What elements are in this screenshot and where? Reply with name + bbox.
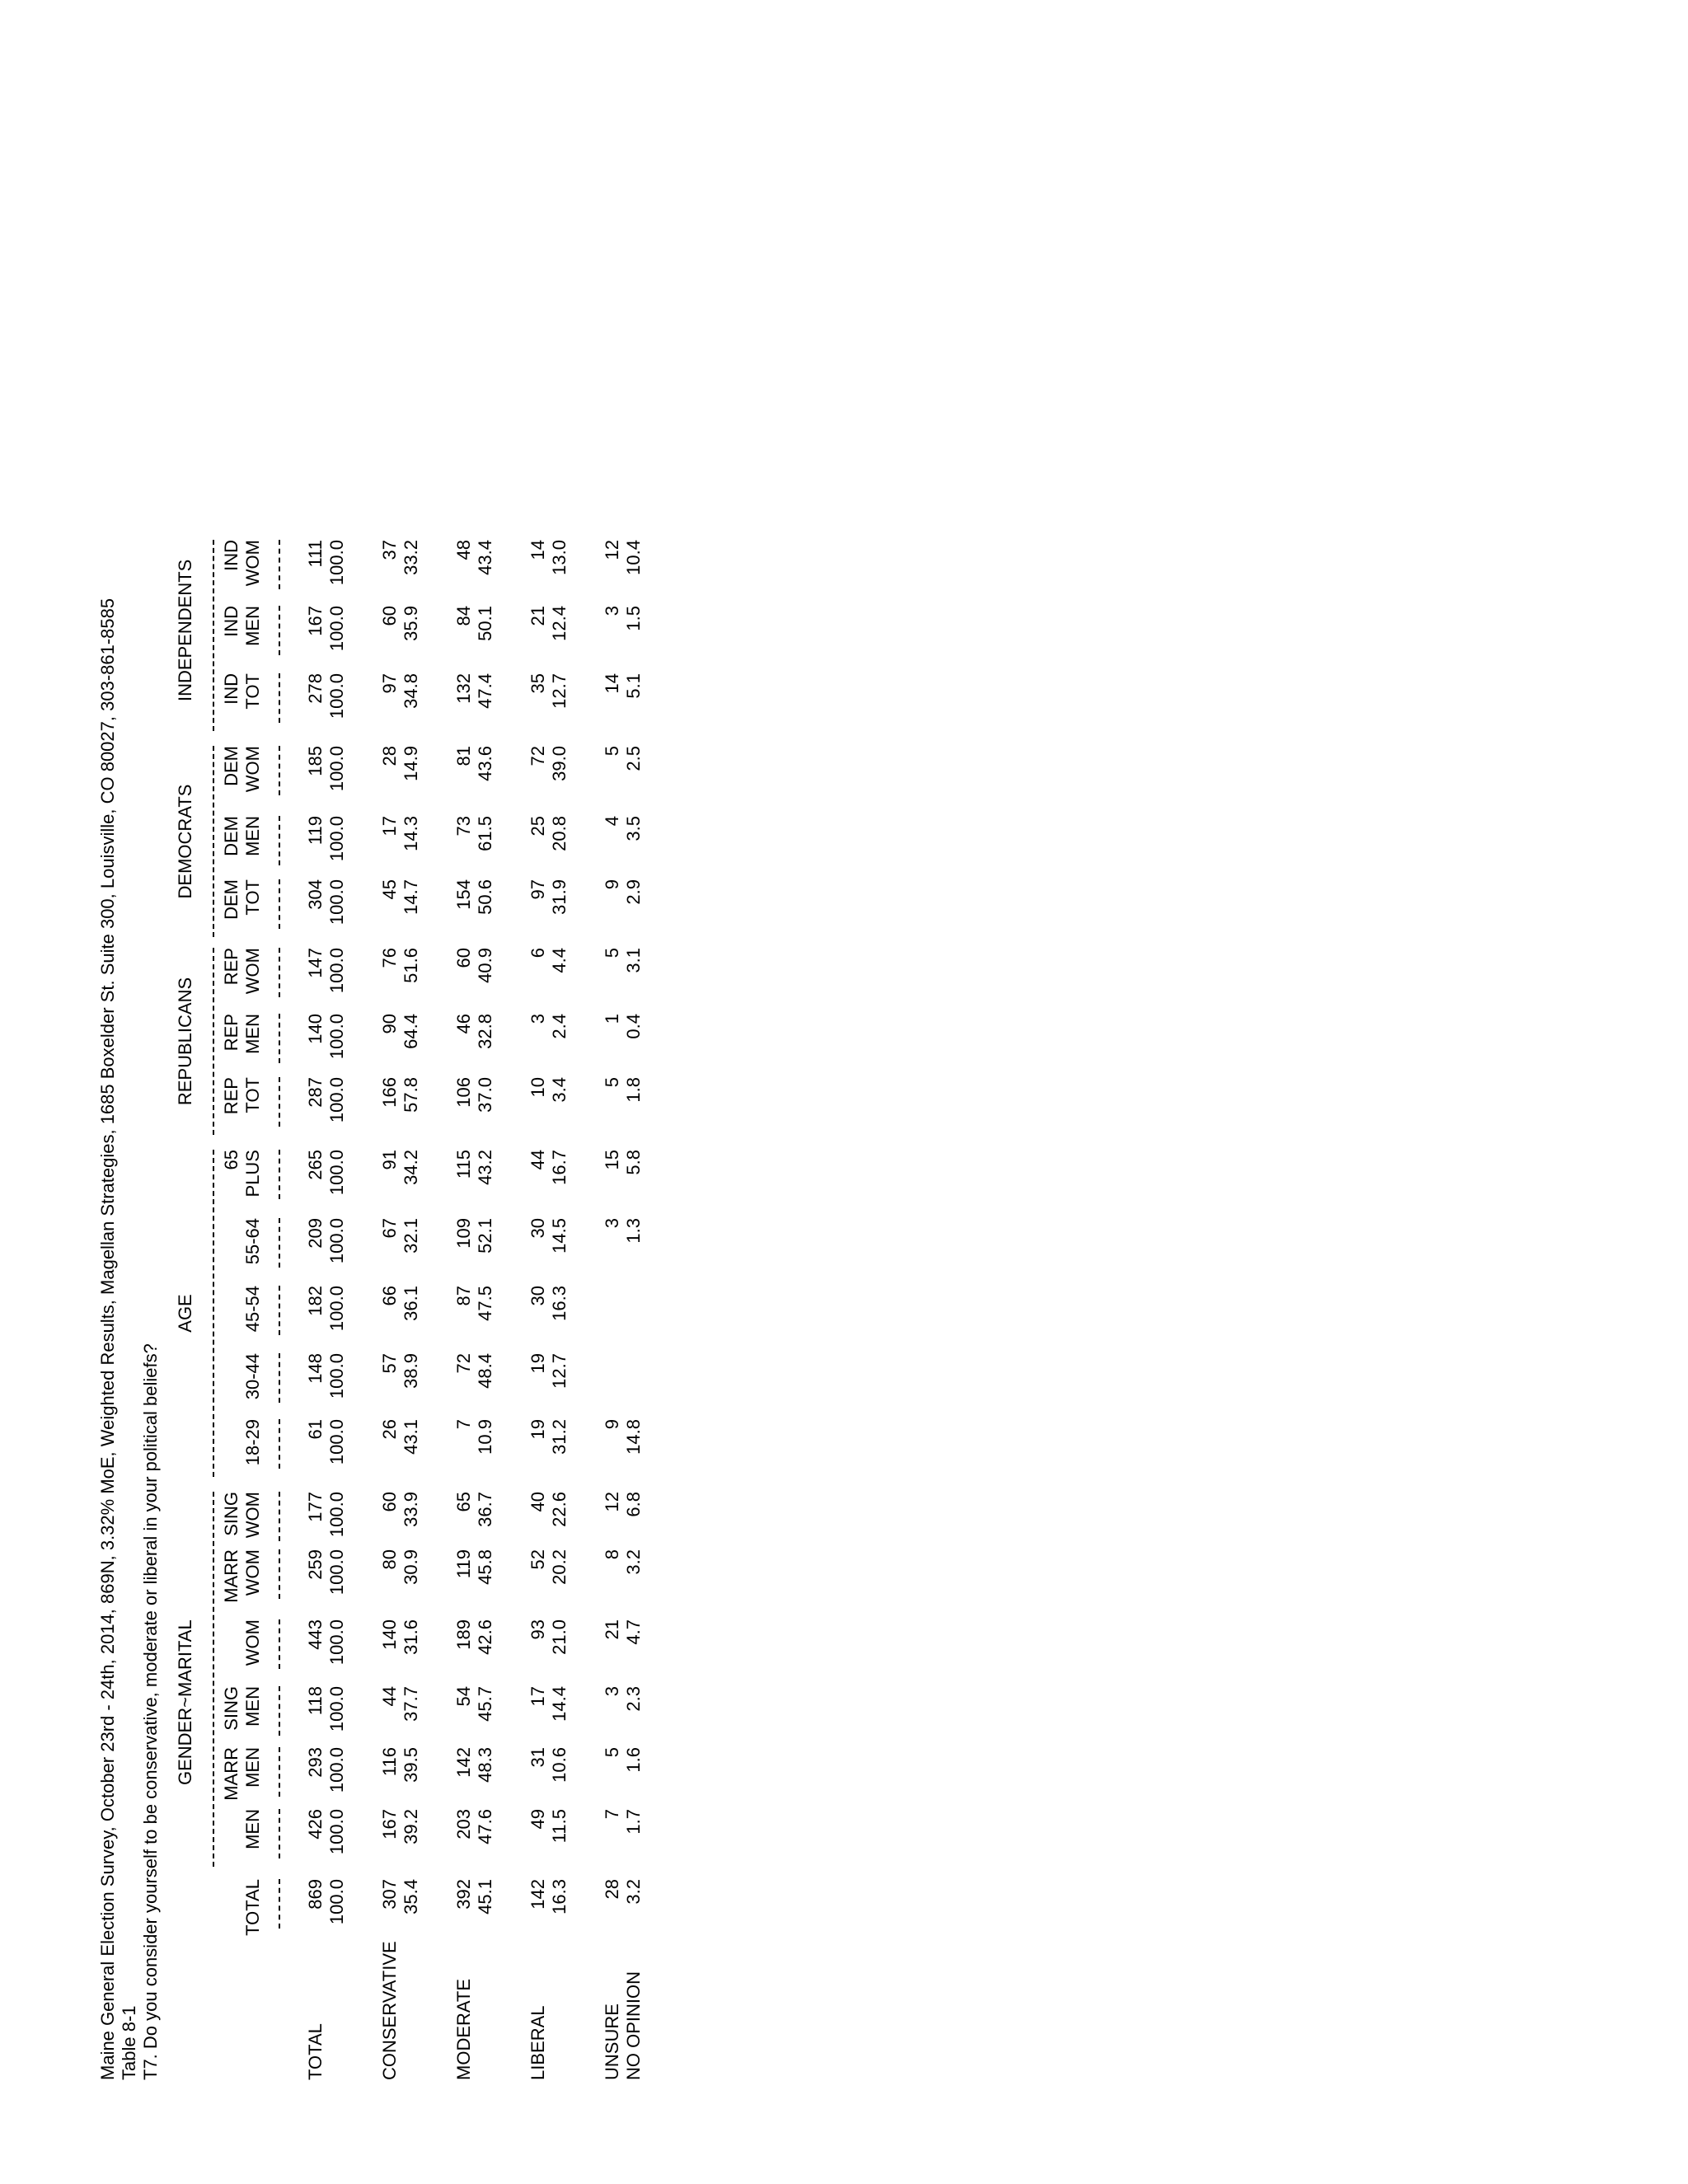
cell-count: 17	[379, 816, 400, 837]
column-header-rule	[279, 606, 280, 655]
cell-count: 19	[528, 1419, 548, 1440]
cell-percent: 47.5	[475, 1286, 495, 1321]
cell-count: 209	[305, 1218, 326, 1249]
cell-count: 91	[379, 1150, 400, 1170]
column-header-line2: 45-54	[242, 1286, 263, 1333]
cell-percent: 1.5	[623, 606, 644, 631]
cell-percent: 100.0	[326, 1747, 347, 1793]
cell-percent: 45.7	[475, 1686, 495, 1722]
column-header-line2: TOT	[242, 879, 263, 916]
cell-count: 90	[379, 1014, 400, 1034]
cell-count: 203	[453, 1809, 474, 1840]
column-header-line2: MEN	[242, 1686, 263, 1727]
cell-count: 106	[453, 1077, 474, 1108]
cell-count: 10	[528, 1077, 548, 1098]
cell-count: 115	[453, 1150, 474, 1179]
column-header-line2: PLUS	[242, 1150, 263, 1197]
cell-percent: 32.8	[475, 1014, 495, 1049]
cell-count: 73	[453, 816, 474, 837]
cell-percent: 3.4	[549, 1077, 570, 1103]
column-header-line2: WOM	[242, 540, 263, 587]
cell-percent: 43.1	[401, 1419, 421, 1455]
cell-percent: 34.2	[401, 1150, 421, 1185]
cell-count: 293	[305, 1747, 326, 1778]
cell-percent: 12.7	[549, 673, 570, 709]
cell-count: 35	[528, 673, 548, 694]
group-divider-line	[213, 1150, 214, 1477]
cell-count: 132	[453, 673, 474, 704]
cell-percent: 5.1	[623, 673, 644, 699]
cell-percent: 64.4	[401, 1014, 421, 1049]
cell-percent: 36.1	[401, 1286, 421, 1321]
column-header-line2: 55-64	[242, 1218, 263, 1265]
column-header-line1: IND	[221, 606, 241, 637]
cell-percent: 61.5	[475, 816, 495, 851]
cell-percent: 3.1	[623, 948, 644, 973]
table-number: Table 8-1	[119, 2005, 139, 2080]
cell-percent: 100.0	[326, 606, 347, 652]
cell-percent: 30.9	[401, 1549, 421, 1585]
cell-count: 12	[602, 1492, 622, 1512]
cell-count: 307	[379, 1879, 400, 1910]
cell-count: 189	[453, 1619, 474, 1650]
cell-percent: 43.6	[475, 746, 495, 781]
cell-percent: 2.9	[623, 879, 644, 905]
cell-percent: 100.0	[326, 1419, 347, 1465]
column-header-line1: REP	[221, 1077, 241, 1115]
cell-count: 6	[528, 948, 548, 958]
row-label: LIBERAL	[528, 2005, 548, 2080]
column-header-line2: WOM	[242, 1619, 263, 1666]
cell-count: 45	[379, 879, 400, 900]
cell-percent: 31.2	[549, 1419, 570, 1455]
cell-count: 259	[305, 1549, 326, 1580]
column-header-rule	[279, 948, 280, 997]
column-header-line2: WOM	[242, 746, 263, 793]
column-header-line1: REP	[221, 1014, 241, 1052]
cell-count: 14	[602, 673, 622, 694]
cell-count: 185	[305, 746, 326, 776]
cell-count: 118	[305, 1686, 326, 1716]
cell-count: 5	[602, 1747, 622, 1758]
cell-percent: 47.6	[475, 1809, 495, 1844]
cell-count: 392	[453, 1879, 474, 1910]
cell-percent: 21.0	[549, 1619, 570, 1655]
question-text: T7. Do you consider yourself to be conservative, moderate or liberal in your political beliefs?	[140, 1343, 161, 2080]
cell-percent: 14.3	[401, 816, 421, 851]
cell-count: 304	[305, 879, 326, 910]
cell-count: 3	[602, 1218, 622, 1229]
cell-count: 142	[453, 1747, 474, 1778]
cell-count: 5	[602, 746, 622, 757]
column-header-rule	[279, 1619, 280, 1669]
cell-count: 7	[453, 1419, 474, 1430]
cell-percent: 31.9	[549, 879, 570, 915]
group-divider-line	[213, 1492, 214, 1867]
cell-percent: 14.8	[623, 1419, 644, 1455]
column-header-rule	[279, 1218, 280, 1268]
cell-count: 182	[305, 1286, 326, 1316]
cell-percent: 11.5	[549, 1809, 570, 1844]
row-label-line2: NO OPINION	[623, 1971, 644, 2080]
column-header-rule	[279, 1809, 280, 1858]
cell-percent: 43.2	[475, 1150, 495, 1185]
column-header-rule	[279, 1419, 280, 1469]
cell-count: 147	[305, 948, 326, 978]
cell-percent: 50.6	[475, 879, 495, 915]
cell-percent: 33.9	[401, 1492, 421, 1527]
column-header-line1: DEM	[221, 879, 241, 920]
cell-percent: 1.8	[623, 1077, 644, 1103]
cell-count: 9	[602, 1419, 622, 1430]
cell-count: 278	[305, 673, 326, 704]
cell-percent: 39.5	[401, 1747, 421, 1783]
cell-percent: 100.0	[326, 673, 347, 719]
cell-percent: 100.0	[326, 879, 347, 926]
cell-count: 1	[602, 1014, 622, 1024]
cell-count: 21	[528, 606, 548, 626]
cell-percent: 35.9	[401, 606, 421, 641]
cell-percent: 45.1	[475, 1879, 495, 1915]
cell-percent: 100.0	[326, 948, 347, 994]
cell-count: 167	[379, 1809, 400, 1840]
cell-count: 19	[528, 1353, 548, 1374]
cell-count: 37	[379, 540, 400, 560]
column-header-line2: WOM	[242, 1549, 263, 1596]
column-header-line1: DEM	[221, 746, 241, 786]
cell-percent: 13.0	[549, 540, 570, 575]
cell-percent: 100.0	[326, 746, 347, 792]
cell-percent: 52.1	[475, 1218, 495, 1254]
group-label: GENDER~MARITAL	[175, 1619, 195, 1785]
cell-count: 443	[305, 1619, 326, 1650]
cell-percent: 100.0	[326, 1218, 347, 1264]
cell-percent: 10.4	[623, 540, 644, 575]
cell-count: 3	[528, 1014, 548, 1024]
cell-percent: 32.1	[401, 1218, 421, 1254]
cell-count: 61	[305, 1419, 326, 1440]
group-divider-line	[213, 948, 214, 1135]
cell-percent: 100.0	[326, 1619, 347, 1666]
cell-count: 119	[305, 816, 326, 846]
cell-count: 25	[528, 816, 548, 837]
column-header-rule	[279, 816, 280, 865]
cell-percent: 20.8	[549, 816, 570, 851]
cell-percent: 6.8	[623, 1492, 644, 1517]
cell-count: 44	[379, 1686, 400, 1707]
column-header-rule	[279, 1150, 280, 1199]
cell-percent: 1.6	[623, 1747, 644, 1773]
column-header-line2: TOT	[242, 1077, 263, 1113]
column-header-line2: 18-29	[242, 1419, 263, 1466]
cell-percent: 2.5	[623, 746, 644, 771]
cell-count: 60	[453, 948, 474, 968]
cell-count: 119	[453, 1549, 474, 1579]
group-label: REPUBLICANS	[175, 977, 195, 1106]
cell-count: 44	[528, 1150, 548, 1170]
cell-count: 80	[379, 1549, 400, 1570]
cell-count: 3	[602, 1686, 622, 1697]
cell-percent: 35.4	[401, 1879, 421, 1915]
cell-percent: 50.1	[475, 606, 495, 641]
row-label: CONSERVATIVE	[379, 1941, 400, 2080]
cell-count: 72	[528, 746, 548, 766]
cell-percent: 3.2	[623, 1549, 644, 1575]
cell-percent: 37.0	[475, 1077, 495, 1113]
cell-percent: 39.0	[549, 746, 570, 781]
cell-count: 40	[528, 1492, 548, 1512]
cell-count: 426	[305, 1809, 326, 1840]
column-header-rule	[279, 1747, 280, 1797]
column-header-rule	[279, 1879, 280, 1929]
cell-percent: 33.2	[401, 540, 421, 575]
cell-percent: 10.6	[549, 1747, 570, 1783]
column-header-line1: REP	[221, 948, 241, 986]
cell-percent: 40.9	[475, 948, 495, 983]
column-header-rule	[279, 1492, 280, 1541]
cell-percent: 45.8	[475, 1549, 495, 1585]
cell-percent: 31.6	[401, 1619, 421, 1655]
cell-percent: 34.8	[401, 673, 421, 709]
cell-count: 8	[602, 1549, 622, 1560]
cell-percent: 100.0	[326, 1077, 347, 1123]
cell-percent: 2.3	[623, 1686, 644, 1712]
survey-header	[97, 598, 162, 2080]
column-header-line1: SING	[221, 1492, 241, 1536]
cell-count: 287	[305, 1077, 326, 1108]
column-header-line1: MARR	[221, 1549, 241, 1603]
cell-percent: 4.7	[623, 1619, 644, 1645]
cell-percent: 100.0	[326, 1286, 347, 1332]
cell-count: 109	[453, 1218, 474, 1249]
cell-percent: 38.9	[401, 1353, 421, 1389]
cell-count: 154	[453, 879, 474, 910]
cell-percent: 14.9	[401, 746, 421, 781]
cell-percent: 100.0	[326, 1809, 347, 1855]
cell-percent: 100.0	[326, 1492, 347, 1538]
cell-percent: 3.2	[623, 1879, 644, 1905]
cell-percent: 39.2	[401, 1809, 421, 1844]
column-header-line2: MEN	[242, 1747, 263, 1788]
cell-percent: 16.3	[549, 1286, 570, 1321]
column-header-line1: IND	[221, 673, 241, 705]
cell-percent: 14.4	[549, 1686, 570, 1722]
column-header-line2: MEN	[242, 1014, 263, 1054]
row-label: TOTAL	[305, 2023, 326, 2080]
cell-percent: 5.8	[623, 1150, 644, 1175]
column-header-line2: WOM	[242, 948, 263, 995]
cell-count: 4	[602, 816, 622, 827]
cell-percent: 36.7	[475, 1492, 495, 1527]
cell-count: 65	[453, 1492, 474, 1512]
column-header-rule	[279, 1014, 280, 1063]
cell-count: 167	[305, 606, 326, 636]
column-header-rule	[279, 1077, 280, 1127]
cell-count: 66	[379, 1286, 400, 1306]
cell-percent: 48.3	[475, 1747, 495, 1783]
cell-percent: 57.8	[401, 1077, 421, 1113]
cell-percent: 20.2	[549, 1549, 570, 1585]
cell-percent: 14.7	[401, 879, 421, 915]
cell-percent: 47.4	[475, 673, 495, 709]
cell-count: 28	[602, 1879, 622, 1900]
cell-percent: 16.7	[549, 1150, 570, 1185]
cell-count: 7	[602, 1809, 622, 1820]
column-header-rule	[279, 1549, 280, 1599]
cell-count: 52	[528, 1549, 548, 1570]
cell-percent: 1.3	[623, 1218, 644, 1244]
cell-count: 5	[602, 948, 622, 958]
column-header-rule	[279, 673, 280, 723]
column-header-line1: SING	[221, 1686, 241, 1731]
cell-percent: 100.0	[326, 1150, 347, 1196]
cell-percent: 51.6	[401, 948, 421, 983]
cell-count: 140	[305, 1014, 326, 1044]
group-divider-line	[213, 540, 214, 731]
column-header-line2: MEN	[242, 816, 263, 856]
group-label: INDEPENDENTS	[175, 559, 195, 701]
cell-count: 46	[453, 1014, 474, 1034]
column-header-rule	[279, 1353, 280, 1403]
column-header-rule	[279, 1686, 280, 1736]
cell-count: 111	[305, 540, 326, 568]
column-header-line1: DEM	[221, 816, 241, 856]
cell-percent: 48.4	[475, 1353, 495, 1389]
cell-count: 15	[602, 1150, 622, 1170]
cell-percent: 12.4	[549, 606, 570, 641]
cell-percent: 100.0	[326, 1879, 347, 1925]
column-header-line2: WOM	[242, 1492, 263, 1539]
column-header-rule	[279, 879, 280, 929]
cell-percent: 100.0	[326, 1549, 347, 1596]
cell-percent: 10.9	[475, 1419, 495, 1455]
cell-count: 142	[528, 1879, 548, 1910]
cell-percent: 100.0	[326, 1353, 347, 1399]
cell-count: 97	[379, 673, 400, 694]
column-header-line2: TOTAL	[242, 1879, 263, 1936]
column-header-rule	[279, 1286, 280, 1335]
cell-count: 9	[602, 879, 622, 890]
cell-count: 72	[453, 1353, 474, 1374]
column-header-rule	[279, 540, 280, 589]
column-header-line2: TOT	[242, 673, 263, 710]
cell-count: 177	[305, 1492, 326, 1522]
cell-count: 87	[453, 1286, 474, 1306]
cell-percent: 2.4	[549, 1014, 570, 1039]
cell-percent: 16.3	[549, 1879, 570, 1915]
cell-percent: 100.0	[326, 540, 347, 586]
group-label: DEMOCRATS	[175, 784, 195, 899]
cell-count: 54	[453, 1686, 474, 1707]
cell-count: 81	[453, 746, 474, 766]
cell-count: 76	[379, 948, 400, 968]
group-divider-line	[213, 746, 214, 937]
cell-count: 5	[602, 1077, 622, 1088]
column-header-line2: MEN	[242, 1809, 263, 1849]
cell-count: 67	[379, 1218, 400, 1239]
survey-title: Maine General Election Survey, October 23rd - 24th, 2014, 869N, 3.32% MoE, Weighted Results, Magellan Strategies, 1685 Boxelder St. Suite 300, Louisville, CO 80027, 303-861-8585	[97, 598, 118, 2080]
column-header-line1: MARR	[221, 1747, 241, 1801]
column-header-line1: 65	[221, 1150, 241, 1170]
cell-percent: 100.0	[326, 1014, 347, 1060]
cell-percent: 43.4	[475, 540, 495, 575]
cell-percent: 4.4	[549, 948, 570, 973]
cell-count: 97	[528, 879, 548, 900]
cell-percent: 37.7	[401, 1686, 421, 1722]
cell-percent: 100.0	[326, 1686, 347, 1732]
cell-percent: 1.7	[623, 1809, 644, 1835]
cell-percent: 22.6	[549, 1492, 570, 1527]
cell-count: 30	[528, 1286, 548, 1306]
cell-count: 3	[602, 606, 622, 616]
cell-count: 49	[528, 1809, 548, 1830]
cell-count: 93	[528, 1619, 548, 1640]
column-header-line2: 30-44	[242, 1353, 263, 1400]
group-label: AGE	[175, 1294, 195, 1333]
cell-count: 30	[528, 1218, 548, 1239]
cell-count: 48	[453, 540, 474, 560]
cell-count: 12	[602, 540, 622, 560]
cell-count: 31	[528, 1747, 548, 1768]
cell-percent: 0.4	[623, 1014, 644, 1039]
cell-count: 60	[379, 1492, 400, 1512]
cell-count: 140	[379, 1619, 400, 1650]
column-header-rule	[279, 746, 280, 795]
cell-count: 265	[305, 1150, 326, 1180]
column-header-line1: IND	[221, 540, 241, 571]
cell-percent: 42.6	[475, 1619, 495, 1655]
cell-count: 60	[379, 606, 400, 626]
row-label: MODERATE	[453, 1978, 474, 2080]
cell-count: 21	[602, 1619, 622, 1640]
column-header-line2: MEN	[242, 606, 263, 646]
cell-count: 869	[305, 1879, 326, 1910]
cell-count: 17	[528, 1686, 548, 1707]
cell-count: 148	[305, 1353, 326, 1384]
cell-percent: 14.5	[549, 1218, 570, 1254]
cell-percent: 100.0	[326, 816, 347, 862]
row-label: UNSURE	[602, 2004, 622, 2080]
cell-percent: 12.7	[549, 1353, 570, 1389]
cell-count: 84	[453, 606, 474, 626]
cell-percent: 3.5	[623, 816, 644, 841]
cell-count: 166	[379, 1077, 400, 1108]
cell-count: 26	[379, 1419, 400, 1440]
cell-count: 57	[379, 1353, 400, 1374]
cell-count: 14	[528, 540, 548, 560]
cell-count: 28	[379, 746, 400, 766]
cell-count: 116	[379, 1747, 400, 1777]
